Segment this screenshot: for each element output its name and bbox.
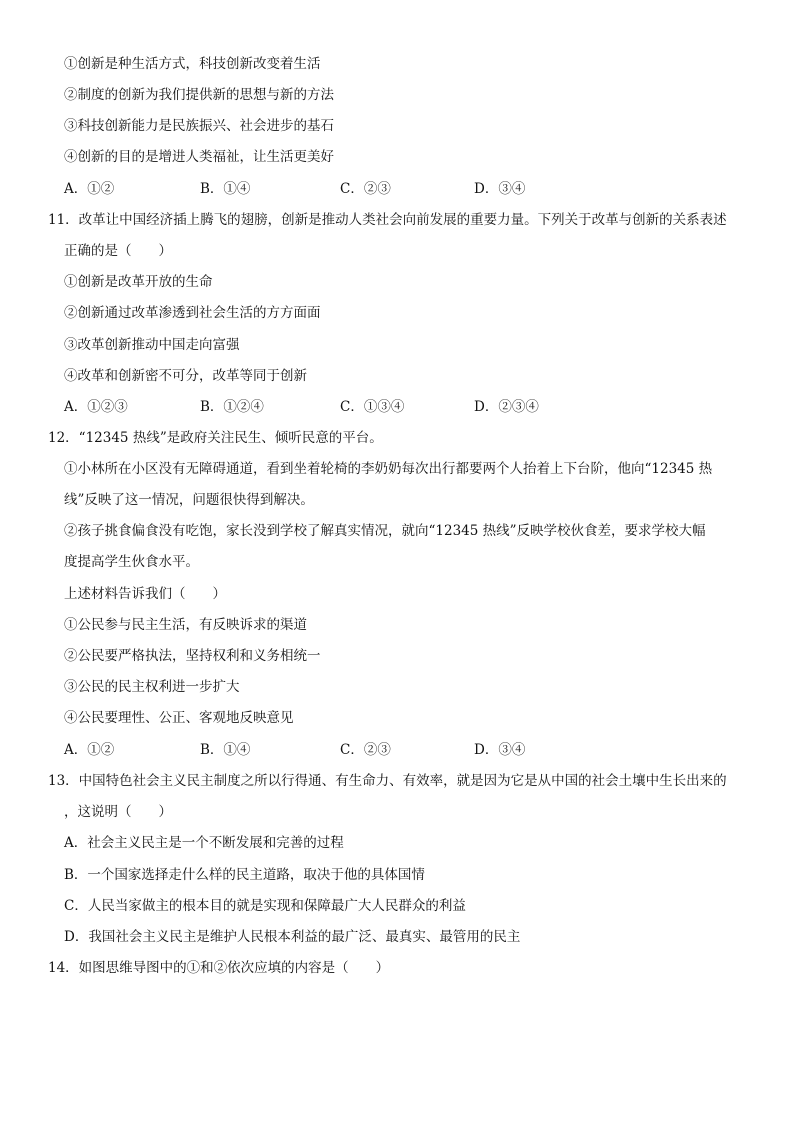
- q12-material1-line2: 线”反映了这一情况，问题很快得到解决。: [64, 492, 314, 508]
- q12-option-b[interactable]: B．①④: [200, 742, 251, 758]
- q12-material1-line1: ①小林所在小区没有无障碍通道，看到坐着轮椅的李奶奶每次出行都要两个人抬着上下台阶，他向“12345 热: [64, 461, 713, 477]
- q11-item-2: ②创新通过改革渗透到社会生活的方方面面: [64, 305, 321, 321]
- q13-stem-line1: 13．中国特色社会主义民主制度之所以行得通、有生命力、有效率，就是因为它是从中国的社会土壤中生长出来的: [48, 773, 727, 789]
- q12-question: 上述材料告诉我们（ ）: [64, 586, 226, 602]
- q12-item-2: ②公民要严格执法，坚持权利和义务相统一: [64, 648, 321, 664]
- q12-item-1: ①公民参与民主生活，有反映诉求的渠道: [64, 617, 307, 633]
- q12-material2-line2: 度提高学生伙食水平。: [64, 554, 199, 570]
- q10-item-3: ③科技创新能力是民族振兴、社会进步的基石: [64, 118, 334, 134]
- q13-option-c[interactable]: C．人民当家做主的根本目的就是实现和保障最广大人民群众的利益: [64, 898, 466, 914]
- q12-stem: 12．“12345 热线”是政府关注民生、倾听民意的平台。: [48, 430, 383, 446]
- q13-option-a[interactable]: A．社会主义民主是一个不断发展和完善的过程: [64, 835, 344, 851]
- q12-option-a[interactable]: A．①②: [64, 742, 115, 758]
- q11-stem-line1: 11．改革让中国经济插上腾飞的翅膀，创新是推动人类社会向前发展的重要力量。下列关于改革与创新的关系表述: [48, 212, 727, 228]
- q11-item-1: ①创新是改革开放的生命: [64, 274, 213, 290]
- q10-option-c[interactable]: C．②③: [340, 181, 391, 197]
- q11-stem-line2: 正确的是（ ）: [64, 243, 172, 259]
- q11-option-b[interactable]: B．①②④: [200, 399, 264, 415]
- q11-item-3: ③改革创新推动中国走向富强: [64, 337, 240, 353]
- q11-option-c[interactable]: C．①③④: [340, 399, 405, 415]
- q11-option-a[interactable]: A．①②③: [64, 399, 128, 415]
- q10-option-a[interactable]: A．①②: [64, 181, 115, 197]
- q10-option-d[interactable]: D．③④: [474, 181, 526, 197]
- q13-option-b[interactable]: B．一个国家选择走什么样的民主道路，取决于他的具体国情: [64, 867, 425, 883]
- q11-item-4: ④改革和创新密不可分，改革等同于创新: [64, 368, 307, 384]
- q12-item-3: ③公民的民主权利进一步扩大: [64, 679, 240, 695]
- q10-item-1: ①创新是种生活方式，科技创新改变着生活: [64, 56, 321, 72]
- q13-option-d[interactable]: D．我国社会主义民主是维护人民根本利益的最广泛、最真实、最管用的民主: [64, 929, 521, 945]
- q12-option-c[interactable]: C．②③: [340, 742, 391, 758]
- q10-item-4: ④创新的目的是增进人类福祉，让生活更美好: [64, 149, 334, 165]
- q11-option-d[interactable]: D．②③④: [474, 399, 539, 415]
- q12-option-d[interactable]: D．③④: [474, 742, 526, 758]
- q14-stem: 14．如图思维导图中的①和②依次应填的内容是（ ）: [48, 960, 390, 976]
- q13-stem-line2: ，这说明（ ）: [64, 804, 172, 820]
- q10-item-2: ②制度的创新为我们提供新的思想与新的方法: [64, 87, 334, 103]
- q12-item-4: ④公民要理性、公正、客观地反映意见: [64, 710, 294, 726]
- q12-material2-line1: ②孩子挑食偏食没有吃饱，家长没到学校了解真实情况，就向“12345 热线”反映学校伙食差，要求学校大幅: [64, 523, 706, 539]
- q10-option-b[interactable]: B．①④: [200, 181, 251, 197]
